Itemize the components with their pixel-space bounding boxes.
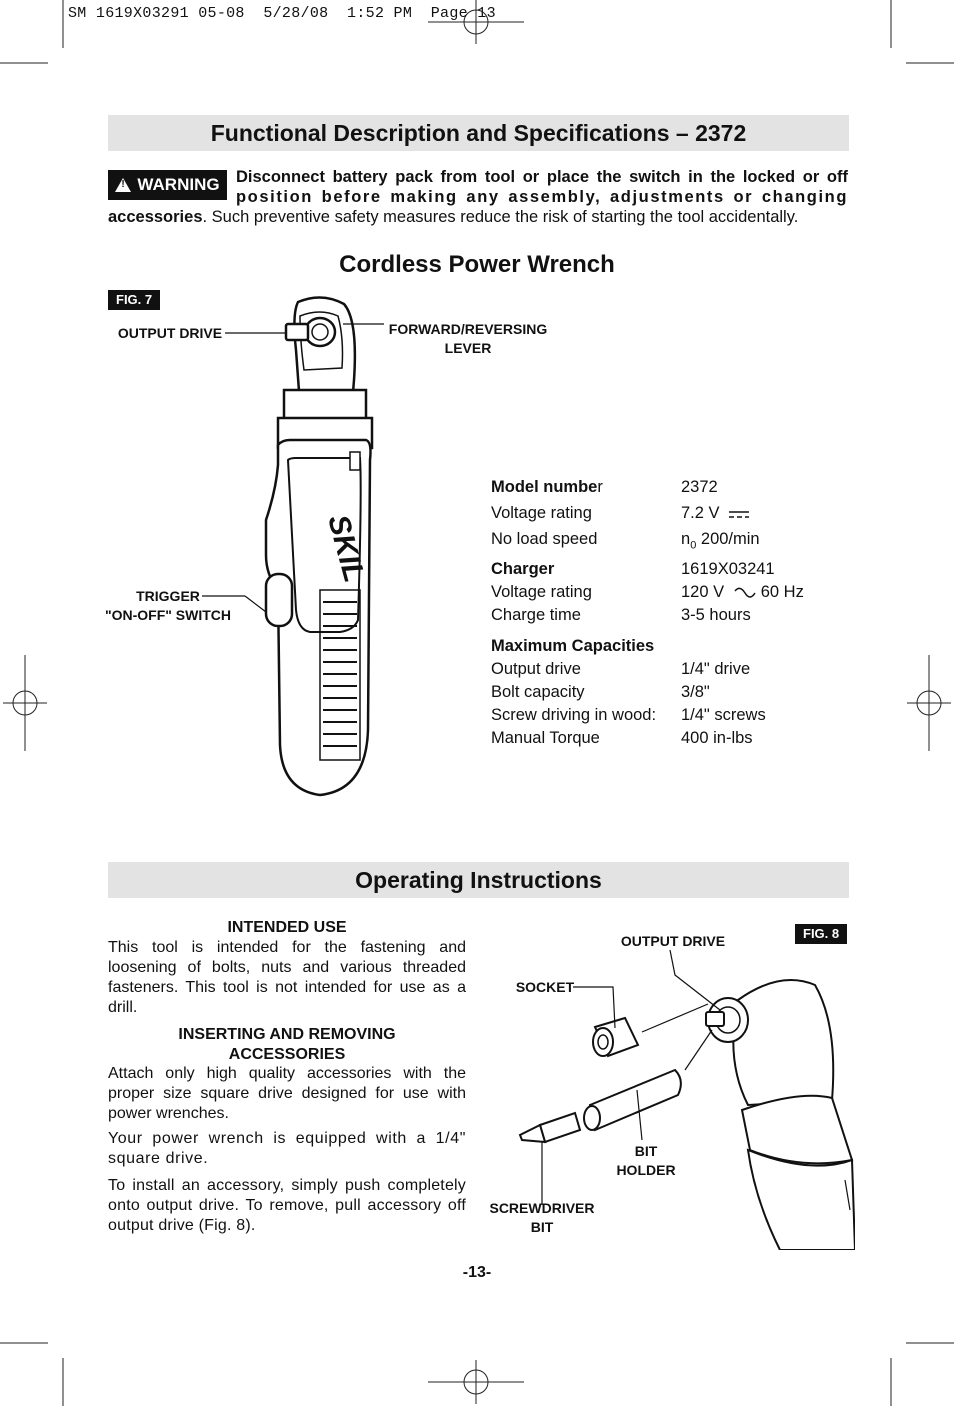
intended-use-body: This tool is intended for the fastening and loosening of bolts, nuts and various threaded fasteners. This tool is not intended for use as a drill. [108, 939, 466, 1016]
fig8-socket-label: SOCKET [515, 979, 575, 995]
spec-voltage-value-wrap [681, 502, 750, 525]
spec-charger-label: Charger [491, 560, 555, 578]
inserting-p2: Your power wrench is equipped with a 1/4" square drive. [108, 1130, 466, 1167]
skil-logo: SKIL [321, 511, 371, 586]
spec-charger-voltage-a: 120 V [681, 583, 725, 601]
intended-use-heading: INTENDED USE [227, 919, 347, 936]
fig8-screwdriver-label [486, 1199, 598, 1237]
ac-symbol-icon [733, 587, 757, 599]
fig7-fr-lever-label [388, 320, 548, 358]
spec-output-drive-value: 1/4" drive [681, 660, 751, 678]
dc-symbol-icon [728, 509, 750, 519]
product-title: Cordless Power Wrench [339, 251, 615, 278]
page-number: -13- [462, 1264, 492, 1281]
inserting-heading-line1: INSERTING AND REMOVING [178, 1026, 396, 1043]
spec-model-label-bold: Model numbe [491, 478, 598, 496]
spec-noload-n: n [681, 530, 691, 548]
fig7-trigger-line2: "ON-OFF" SWITCH [104, 607, 232, 623]
fig7-trigger-line1: TRIGGER [136, 588, 200, 604]
spec-voltage-label: Voltage rating [491, 504, 592, 522]
fig7-output-drive-label: OUTPUT DRIVE [117, 325, 223, 341]
fig8-screwdriver-line1: SCREWDRIVER [489, 1200, 595, 1216]
warning-line-1: Disconnect battery pack from tool or place the switch in the locked or off [236, 168, 848, 186]
fig8-bit-holder-label [606, 1142, 686, 1180]
spec-bolt-value: 3/8" [681, 683, 710, 701]
spec-charger-voltage-b: 60 Hz [760, 583, 804, 601]
spec-noload-value-wrap [681, 528, 760, 551]
inserting-heading [108, 1025, 466, 1065]
warning-badge-label: WARNING [137, 175, 220, 194]
spec-model-label [491, 476, 603, 499]
spec-model-label-tail: r [597, 478, 603, 496]
fig7-tag: FIG. 7 [108, 290, 160, 310]
warning-line-2: position before making any assembly, adjustments or changing [236, 188, 848, 206]
fig8-screwdriver-line2: BIT [530, 1219, 554, 1235]
print-header: SM 1619X03291 05-08 5/28/08 1:52 PM Page 13 [68, 5, 496, 22]
spec-bolt-label: Bolt capacity [491, 683, 585, 701]
fig8-output-drive-label: OUTPUT DRIVE [620, 933, 726, 949]
spec-noload-label: No load speed [491, 530, 598, 548]
spec-charge-time-label: Charge time [491, 606, 581, 624]
spec-charger-value: 1619X03241 [681, 560, 775, 578]
fig8-bit-holder-line1: BIT [634, 1143, 658, 1159]
spec-charger-voltage-label: Voltage rating [491, 583, 592, 601]
spec-charge-time-value: 3-5 hours [681, 606, 751, 624]
spec-screw-value: 1/4" screws [681, 706, 766, 724]
spec-model-value: 2372 [681, 478, 718, 496]
fig8-tag: FIG. 8 [795, 924, 847, 944]
inserting-p1: Attach only high quality accessories with the proper size square drive designed for use with power wrenches. [108, 1065, 466, 1122]
spec-torque-value: 400 in-lbs [681, 729, 753, 747]
spec-voltage-value: 7.2 V [681, 504, 720, 522]
inserting-p3: To install an accessory, simply push completely onto output drive. To remove, pull accessory off output drive (Fig. 8). [108, 1177, 466, 1234]
section-title-operating: Operating Instructions [108, 862, 849, 898]
fig7-fr-lever-line1: FORWARD/REVERSING [388, 321, 548, 337]
fig7-fr-lever-line2: LEVER [444, 340, 492, 356]
spec-screw-label: Screw driving in wood: [491, 706, 657, 724]
warning-line-3-rest: . Such preventive safety measures reduce the risk of starting the tool accidentally. [202, 208, 799, 226]
spec-max-cap-label: Maximum Capacities [491, 637, 655, 655]
spec-noload-value: 200/min [696, 530, 760, 548]
section-title-specs: Functional Description and Specifications – 2372 [108, 115, 849, 151]
spec-output-drive-label: Output drive [491, 660, 581, 678]
fig7-trigger-label [104, 587, 232, 625]
warning-accessories-bold: accessories [108, 208, 203, 226]
fig8-bit-holder-line2: HOLDER [616, 1162, 676, 1178]
spec-torque-label: Manual Torque [491, 729, 600, 747]
spec-charger-voltage-wrap [681, 581, 804, 604]
inserting-heading-line2: ACCESSORIES [228, 1046, 346, 1063]
spec-noload-sub: 0 [690, 539, 697, 552]
